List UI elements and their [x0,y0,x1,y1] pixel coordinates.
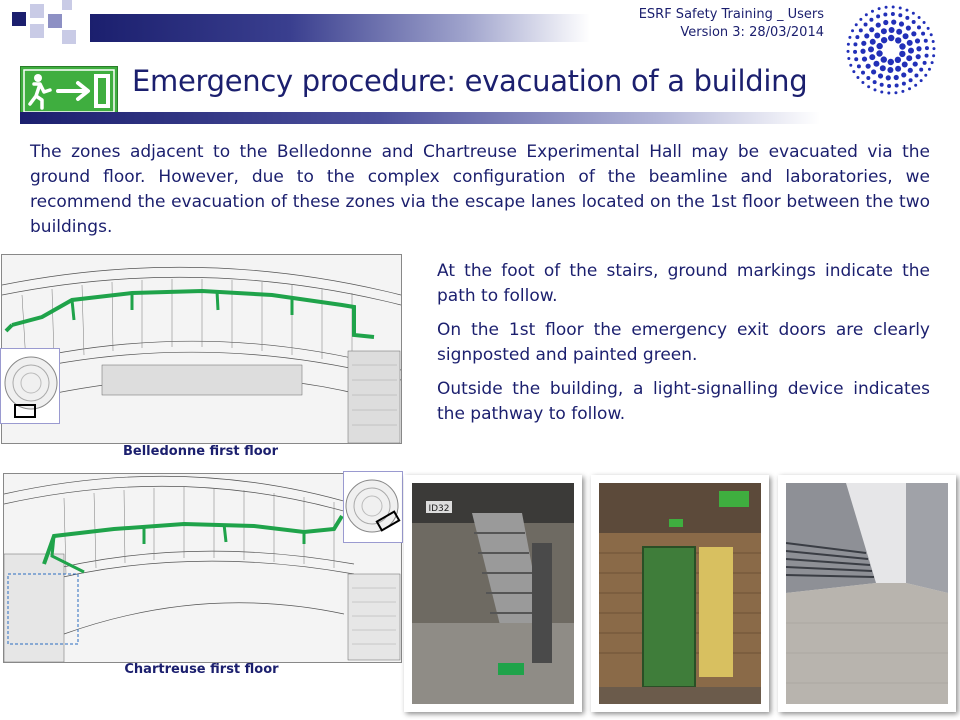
page-title: Emergency procedure: evacuation of a building [132,64,808,98]
header-version: Version 3: 28/03/2014 [680,25,824,40]
decor-square [12,12,26,26]
stairs-photo [404,475,582,712]
intro-paragraph: The zones adjacent to the Belledonne and Chartreuse Experimental Hall may be evacuated via the ground floor. However, due to the complex configuration of the beamline and laboratories, we recommend the evacuation of these zones via the escape lanes located on the 1st floor between the two buildings. [30,142,930,237]
walkway-photo [778,475,956,712]
belledonne-caption: Belledonne first floor [123,444,278,459]
point-ground-markings: At the foot of the stairs, ground markings indicate the path to follow. [437,261,930,306]
point-light-device: Outside the building, a light-signalling device indicates the pathway to follow. [437,379,930,424]
decor-square [30,4,44,18]
running-man-exit-icon [20,66,118,116]
green-door-photo [591,475,769,712]
decor-square [48,14,62,28]
title-underline [20,112,820,124]
header-course: ESRF Safety Training _ Users [638,7,824,22]
point-exit-doors: On the 1st floor the emergency exit doors are clearly signposted and painted green. [437,320,930,365]
belledonne-floor-plan [1,254,402,444]
header-bar [0,0,960,60]
decor-square [62,30,76,44]
id32-sign-text: ID32 [428,504,450,514]
decor-square [30,24,44,38]
chartreuse-site-inset [343,471,403,543]
chartreuse-caption: Chartreuse first floor [124,662,279,677]
esrf-dot-logo-icon [843,2,939,98]
header-text [639,6,824,42]
header-gradient [90,14,590,42]
belledonne-site-inset [0,348,60,424]
decor-square [62,0,72,10]
